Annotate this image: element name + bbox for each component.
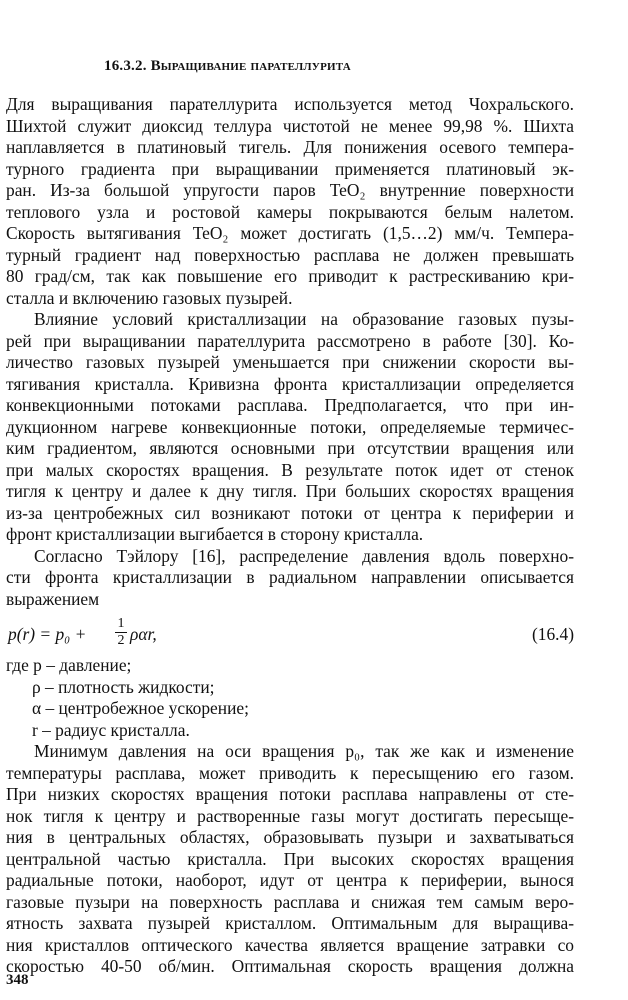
fraction-numerator: 1 — [115, 616, 127, 633]
text-line: ния в центральных областях, образовывать пузыри и захватываться — [6, 827, 574, 848]
text-line: скоростью 40-50 об/мин. Оптимальная скорость вращения должна — [6, 956, 574, 977]
equation-lhs: p(r) = p₀ + — [8, 623, 87, 644]
text-line: ятность захвата пузырей кристаллом. Оптимальным для выращива- — [6, 913, 574, 934]
text-line: тягивания кристалла. Кривизна фронта кристаллизации определяется — [6, 373, 574, 394]
text-line: сталла и включению газовых пузырей. — [6, 287, 293, 308]
text-line: сти фронта кристаллизации в радиальном направлении описывается — [6, 567, 574, 588]
text-line: конвекционными потоками расплава. Предполагается, что при ин- — [6, 395, 574, 416]
text-line: центральной частью кристалла. При высоких скоростях вращения — [6, 848, 574, 869]
text-line: температуры расплава, может приводить к пересыщению его газом. — [6, 762, 574, 783]
text-line: рей при выращивании парателлурита рассмотрено в работе [30]. Ко- — [6, 330, 574, 351]
text-line: При низких скоростях вращения потоки расплава направлены от сте- — [6, 784, 574, 805]
text-line: Шихтой служит диоксид теллура чистотой не менее 99,98 %. Шихта — [6, 115, 574, 136]
text-line: личество газовых пузырей уменьшается при снижении скорости вы- — [6, 352, 574, 373]
text-line: газовые пузыри на поверхность расплава и снижая тем самым веро- — [6, 891, 574, 912]
text-line: Минимум давления на оси вращения p₀, так же как и изменение — [34, 741, 574, 762]
text-line: дукционном нагреве конвекционные потоки, определяемые термичес- — [6, 416, 574, 437]
definition-line: где p – давление; — [6, 655, 132, 676]
definition-line: α – центробежное ускорение; — [32, 698, 249, 719]
text-line: выражением — [6, 588, 100, 609]
text-line: наплавляется в платиновый тигель. Для понижения осевого темпера- — [6, 137, 574, 158]
text-line: Согласно Тэйлору [16], распределение давления вдоль поверхно- — [34, 545, 574, 566]
section-heading: 16.3.2. Выращивание парателлурита — [104, 58, 351, 74]
page-number: 348 — [6, 972, 29, 988]
text-line: ким градиентом, являются основными при отсутствии вращения или — [6, 438, 574, 459]
text-line: фронт кристаллизации выгибается в сторону кристалла. — [6, 524, 424, 545]
text-line: турного градиента при выращивании применяется платиновый эк- — [6, 158, 574, 179]
text-line: Для выращивания парателлурита используется метод Чохральского. — [6, 94, 574, 114]
text-line: тигля к центру и далее к дну тигля. При больших скоростях вращения — [6, 481, 574, 502]
definition-line: r – радиус кристалла. — [32, 719, 190, 740]
text-line: ран. Из-за большой упругости паров TeO₂ внутренние поверхности — [6, 180, 574, 201]
text-line: теплового узла и ростовой камеры покрываются белым налетом. — [6, 201, 574, 222]
equation-rhs: ραr, — [130, 623, 157, 644]
equation-16-4 — [8, 616, 574, 660]
text-line: 80 град/см, так как повышение его приводит к растрескиванию кри- — [6, 266, 574, 287]
text-line: нок тигля к центру и растворенные газы могут достигать пересыще- — [6, 805, 574, 826]
text-line: при малых скоростях вращения. В результате поток идет от стенок — [6, 459, 574, 480]
definition-line: ρ – плотность жидкости; — [32, 676, 215, 697]
text-line: радиальные потоки, наоборот, идут от центра к периферии, вынося — [6, 870, 574, 891]
equation-fraction — [115, 616, 127, 649]
text-line: ния кристаллов оптического качества является вращение затравки со — [6, 934, 574, 955]
text-line: Влияние условий кристаллизации на образование газовых пузы- — [34, 309, 574, 330]
text-line: Скорость вытягивания TeO₂ может достигать (1,5…2) мм/ч. Темпера- — [6, 223, 574, 244]
text-line: из-за центробежных сил возникают потоки от центра к периферии и — [6, 502, 574, 523]
equation-number: (16.4) — [531, 623, 574, 644]
fraction-denominator: 2 — [117, 632, 125, 648]
text-line: турный градиент над поверхностью расплава не должен превышать — [6, 244, 574, 265]
